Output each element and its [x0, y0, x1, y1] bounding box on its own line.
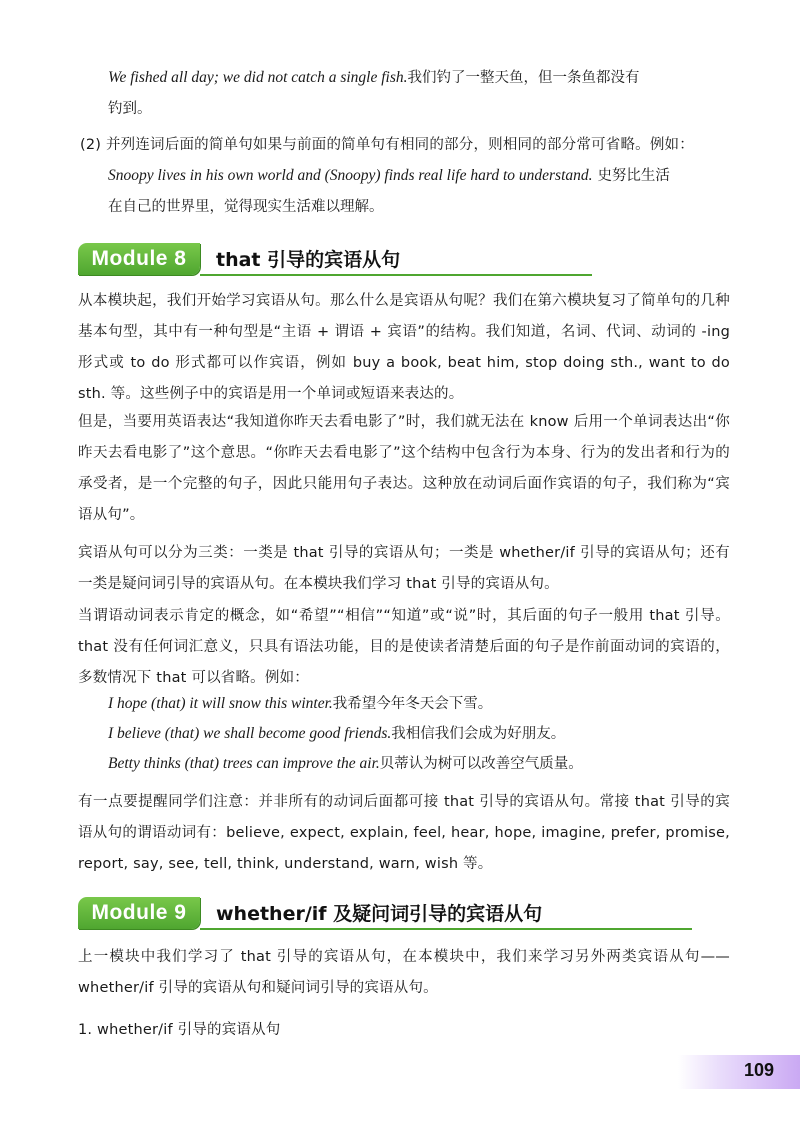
- module-9-paragraph-1: 上一模块中我们学习了 that 引导的宾语从句，在本模块中，我们来学习另外两类宾语从句——whether/if 引导的宾语从句和疑问词引导的宾语从句。: [78, 949, 730, 996]
- module-8-paragraph-4: 当谓语动词表示肯定的概念，如“希望”“相信”“知道”或“说”时，其后面的句子一般用 that 引导。that 没有任何词汇意义，只具有语法功能，目的是使读者清楚后面的句子是作前面动词的宾语的，多数情况下 that 可以省略。例如：: [78, 608, 730, 686]
- module-8-paragraph-2: 但是，当要用英语表达“我知道你昨天去看电影了”时，我们就无法在 know 后用一个单词表达出“你昨天去看电影了”这个意思。“你昨天去看电影了”这个结构中包含行为本身、行为的发出者和行为的承受者，是一个完整的句子，因此只能用句子表达。这种放在动词后面作宾语的句子，我们称为“宾语从句”。: [78, 414, 730, 523]
- module-8-paragraph-1: 从本模块起，我们开始学习宾语从句。那么什么是宾语从句呢？我们在第六模块复习了简单句的几种基本句型，其中有一种句型是“主语 + 谓语 + 宾语”的结构。我们知道，名词、代词、动词的 -ing 形式或 to do 形式都可以作宾语，例如 buy a book, beat him, stop doing sth., want to do sth. 等。这些例子中的宾语是用一个单词或短语来表达的。: [78, 293, 730, 402]
- module-9-badge: Module 9: [78, 897, 200, 929]
- page-number-tab: [678, 1055, 800, 1089]
- module-9-subheading: 1. whether/if 引导的宾语从句: [78, 1022, 281, 1038]
- intro-example-zh-b: 钓到。: [108, 101, 152, 117]
- intro-example: [108, 62, 730, 124]
- example-sentence: I hope (that) it will snow this winter.我希望今年冬天会下雪。: [108, 695, 493, 712]
- rule-2-text: (2) 并列连词后面的简单句如果与前面的简单句有相同的部分，则相同的部分常可省略。例如：: [80, 137, 694, 153]
- rule-2-example-zh-b: 在自己的世界里，觉得现实生活难以理解。: [108, 199, 384, 215]
- example-sentence: I believe (that) we shall become good friends.我相信我们会成为好朋友。: [108, 725, 566, 742]
- module-9-heading: [78, 897, 618, 933]
- module-9-title: whether/if 及疑问词引导的宾语从句: [216, 903, 543, 925]
- intro-example-zh-a: 我们钓了一整天鱼，但一条鱼都没有: [407, 70, 640, 86]
- rule-2-example-en: Snoopy lives in his own world and (Snoopy) finds real life hard to understand.: [108, 167, 593, 184]
- module-8-title: that 引导的宾语从句: [216, 249, 401, 271]
- module-8-underline: [200, 274, 592, 276]
- module-9-underline: [200, 928, 692, 930]
- module-8-paragraph-5: 有一点要提醒同学们注意：并非所有的动词后面都可接 that 引导的宾语从句。常接 that 引导的宾语从句的谓语动词有：believe, expect, explain, feel, hear, hope, imagine, prefer, promise, report, say, see, tell, think, understand, warn, wish 等。: [78, 794, 730, 872]
- module-8-heading: [78, 243, 518, 279]
- page-number: 109: [743, 1060, 774, 1080]
- intro-example-en: We fished all day; we did not catch a single fish.: [108, 69, 408, 86]
- module-8-badge: Module 8: [78, 243, 200, 275]
- example-sentence: Betty thinks (that) trees can improve the air.贝蒂认为树可以改善空气质量。: [108, 755, 583, 772]
- rule-2-example: [108, 160, 730, 222]
- module-8-paragraph-3: 宾语从句可以分为三类：一类是 that 引导的宾语从句；一类是 whether/if 引导的宾语从句；还有一类是疑问词引导的宾语从句。在本模块我们学习 that 引导的宾语从句。: [78, 545, 730, 592]
- rule-2-example-zh-a: 史努比生活: [597, 168, 670, 184]
